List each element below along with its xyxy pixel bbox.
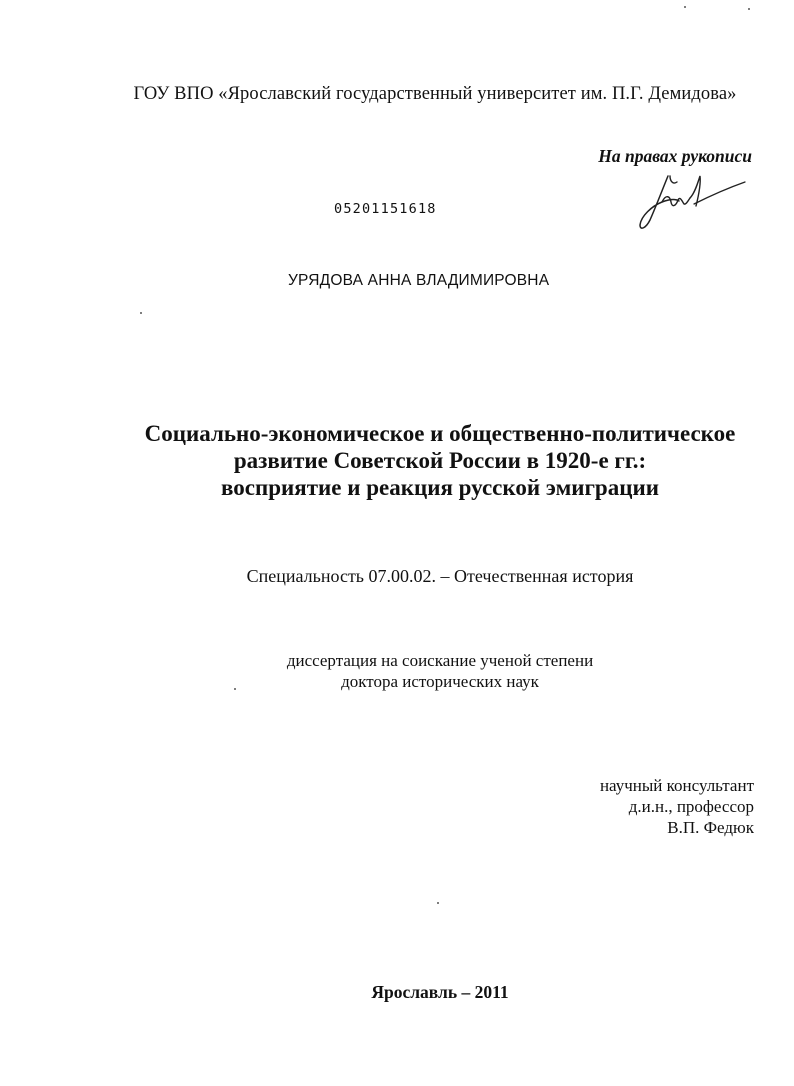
place-and-year: Ярославль – 2011 — [371, 982, 509, 1002]
institution-name: ГОУ ВПО «Ярославский государственный университет им. П.Г. Демидова» — [133, 84, 737, 104]
title-line-3: восприятие и реакция русской эмиграции — [221, 475, 659, 500]
consultant-name: В.П. Федюк — [667, 818, 754, 837]
specialty: Специальность 07.00.02. – Отечественная история — [246, 566, 634, 586]
document-code: 05201151618 — [334, 201, 437, 217]
dissertation-title — [0, 420, 794, 501]
consultant-role: научный консультант — [599, 776, 754, 795]
title-line-2: развитие Советской России в 1920-е гг.: — [233, 448, 647, 473]
scan-speck — [684, 6, 686, 8]
degree-statement — [0, 650, 794, 692]
degree-line-2: доктора исторических наук — [341, 672, 539, 691]
scan-speck — [437, 902, 439, 904]
manuscript-note: На правах рукописи — [598, 146, 752, 166]
scan-speck — [748, 8, 750, 10]
degree-line-1: диссертация на соискание ученой степени — [286, 651, 594, 670]
title-line-1: Социально-экономическое и общественно-политическое — [144, 421, 736, 446]
scientific-consultant — [600, 775, 754, 838]
scan-speck — [234, 688, 236, 690]
consultant-credentials: д.и.н., профессор — [628, 797, 754, 816]
scan-speck — [140, 312, 142, 314]
signature-graphic — [632, 168, 748, 234]
author-name: УРЯДОВА АННА ВЛАДИМИРОВНА — [288, 272, 550, 289]
